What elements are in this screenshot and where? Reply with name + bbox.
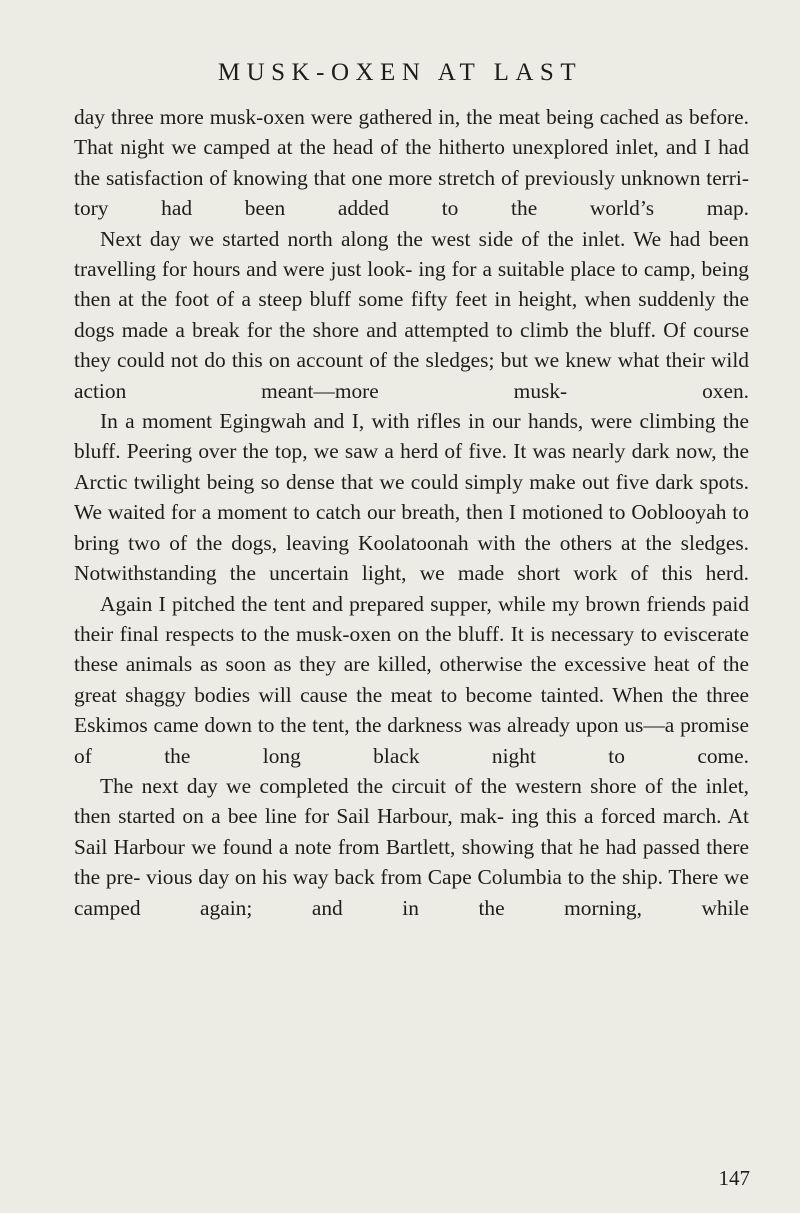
paragraph-1: day three more musk-oxen were gathered in, the meat being cached as before. That night we camped at the head of the hitherto unexplored inlet, and I had the satisfaction of knowing that one more stretch of previously unknown terri- tory had been added to the world’s map.	[74, 105, 749, 221]
page-number: 147	[718, 1166, 750, 1190]
paragraph-5: The next day we completed the circuit of the western shore of the inlet, then started on a bee line for Sail Harbour, mak- ing this a forced march. At Sail Harbour we found a note from Bartlett, showing that he had passed there the pre- vious day on his way back from Cape Columbia to the ship. There we camped again; and in the morning, while	[74, 773, 749, 920]
body-text	[74, 102, 749, 923]
paragraph-4: Again I pitched the tent and prepared supper, while my brown friends paid their final respects to the musk-oxen on the bluff. It is necessary to eviscerate these animals as soon as they are killed, otherwise the excessive heat of the great shaggy bodies will cause the meat to become tainted. When the three Eskimos came down to the tent, the darkness was already upon us—a promise of the long black night to come.	[74, 591, 749, 768]
paragraph-3: In a moment Egingwah and I, with rifles in our hands, were climbing the bluff. Peering over the top, we saw a herd of five. It was nearly dark now, the Arctic twilight being so dense that we could simply make out five dark spots. We waited for a moment to catch our breath, then I motioned to Ooblooyah to bring two of the dogs, leaving Koolatoonah with the others at the sledges. Notwithstanding the uncertain light, we made short work of this herd.	[74, 409, 749, 586]
running-head: MUSK-OXEN AT LAST	[217, 59, 583, 86]
paragraph-2: Next day we started north along the west side of the inlet. We had been travelling for hours and were just look- ing for a suitable place to camp, being then at the foot of a steep bluff some fifty feet in height, when suddenly the dogs made a break for the shore and attempted to climb the bluff. Of course they could not do this on account of the sledges; but we knew what their wild action meant—more musk- oxen.	[74, 226, 749, 403]
